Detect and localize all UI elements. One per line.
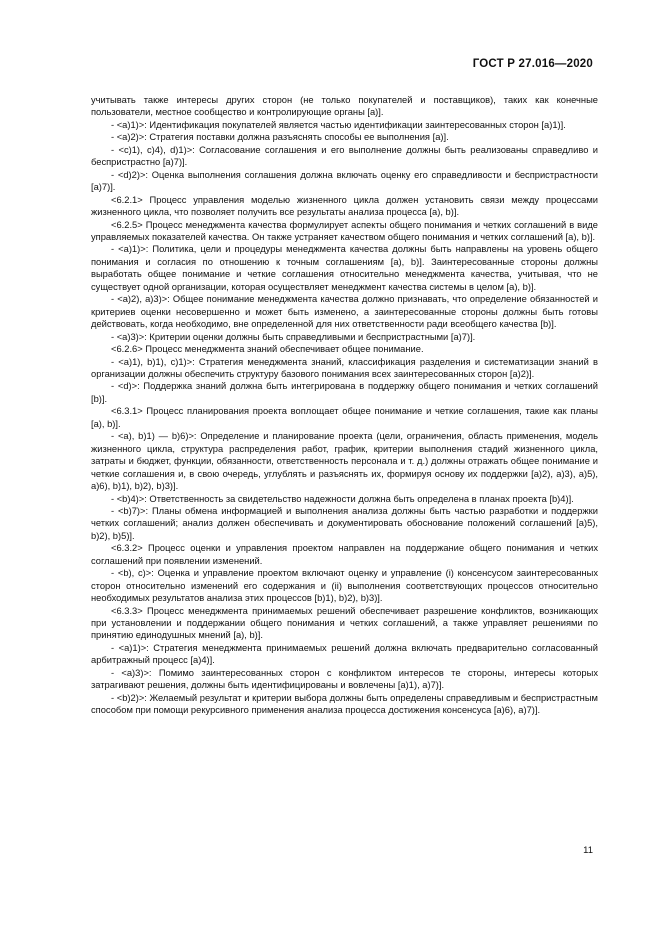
paragraph: - <a)2), a)3)>: Общее понимание менеджмента качества должно признавать, что определение обязанностей и критериев оценки несовершенно и может быть изменено, а заинтересованные стороны должны быть готовы действовать, когда необходимо, вне определенной для них ответственности ради всеобщего качества [b)]. — [91, 294, 598, 330]
paragraph: - <a)3)>: Критерии оценки должны быть справедливыми и беспристрастными [a)7)]. — [111, 331, 476, 342]
paragraph: - <c)1), c)4), d)1)>: Согласование соглашения и его выполнение должны быть реализованы справедливо и беспристрастно [a)7)]. — [91, 144, 598, 168]
paragraph: - <b)7)>: Планы обмена информацией и выполнения анализа должны быть частью разработки и поддержки четких соглашений; анализ должен обеспечивать и документировать обоснование положений соглашений [a)5), b)2), b)5)]. — [91, 505, 598, 541]
document-code-header: ГОСТ Р 27.016—2020 — [472, 58, 593, 70]
paragraph: - <a)2)>: Стратегия поставки должна разъяснять способы ее выполнения [a)]. — [111, 132, 449, 143]
page-number: 11 — [583, 845, 593, 856]
paragraph: <6.2.6> Процесс менеджмента знаний обеспечивает общее понимание. — [111, 344, 424, 355]
paragraph: - <d)2)>: Оценка выполнения соглашения должна включать оценку его справедливости и беспристрастности [a)7)]. — [91, 169, 598, 193]
paragraph: <6.3.2> Процесс оценки и управления проектом направлен на поддержание общего понимания и четких соглашений при появлении изменений. — [91, 543, 598, 566]
paragraph: - <b), c)>: Оценка и управление проектом включают оценку и управление (i) консенсусом заинтересованных сторон относительно изменений его содержания и (ii) выполнения соответствующих процессов относительно необходимых результатов анализа этих процессов [b)1), b)2), b)3)]. — [91, 568, 598, 604]
paragraph: - <a)1)>: Политика, цели и процедуры менеджмента качества должны быть направлены на уровень общего понимания и согласия по отношению к точным соглашениям [a), b)]. Заинтересованные стороны должны выработать общее понимание и четкие соглашения относительно менеджмента качества, учитывая, что не существует одной организации, которая осуществляет менеджмент качества системы в целом [a), b)]. — [91, 244, 598, 292]
paragraph: - <d)>: Поддержка знаний должна быть интегрирована в поддержку общего понимания и четких соглашений [b)]. — [91, 381, 598, 404]
paragraph: <6.2.5> Процесс менеджмента качества формулирует аспекты общего понимания и четких соглашений в виде управляемых показателей качества. Он также устраняет качеством общего понимания и четких соглашений [a), b)]. — [91, 219, 598, 242]
paragraph: <6.3.1> Процесс планирования проекта воплощает общее понимание и четкие соглашения, такие как планы [a), b)]. — [91, 406, 598, 429]
paragraph: учитывать также интересы других сторон (не только покупателей и поставщиков), таких как конечные пользователи, местное сообщество и контролирующие органы [a)]. — [91, 95, 598, 118]
paragraph: - <a), b)1) — b)6)>: Определение и планирование проекта (цели, ограничения, область применения, модель жизненного цикла, структура распределения работ, график, критерии выполнения стадий жизненного цикла, затраты и бюджет, функции, обязанности, ответственность персонала и т. д.) должны отражать общее понимание и четкие соглашения и, в свою очередь, углублять и разъяснять их, формируя основу их поддержки [a)2), a)3), a)5), a)6), b)1), b)2), b)3)]. — [91, 431, 598, 492]
paragraph: - <a)1), b)1), c)1)>: Стратегия менеджмента знаний, классификация разделения и систематизации знаний в организации должны обеспечить структуру базового понимания всех заинтересованных сторон [a)2)]. — [91, 356, 598, 379]
paragraph: - <a)1)>: Стратегия менеджмента принимаемых решений должна включать предварительно согласованный арбитражный процесс [a)4)]. — [91, 642, 598, 666]
paragraph: - <b)4)>: Ответственность за свидетельство надежности должна быть определена в планах проекта [b)4)]. — [111, 493, 574, 504]
paragraph: - <a)1)>: Идентификация покупателей является частью идентификации заинтересованных сторон [a)1)]. — [111, 119, 566, 130]
paragraph: <6.2.1> Процесс управления моделью жизненного цикла должен установить связи между процессами жизненного цикла, что позволяет получить все результаты анализа процесса [a), b)]. — [91, 194, 598, 218]
paragraph: <6.3.3> Процесс менеджмента принимаемых решений обеспечивает разрешение конфликтов, возникающих при установлении и поддержании общего понимания и четких соглашений, а также управляет решениями по принятию единодушных мнений [a), b)]. — [91, 605, 598, 641]
body-text — [91, 94, 598, 717]
paragraph: - <a)3)>: Помимо заинтересованных сторон с конфликтом интересов те стороны, интересы которых затрагивают решения, должны быть идентифицированы и вовлечены [a)1), a)7)]. — [91, 667, 598, 691]
paragraph: - <b)2)>: Желаемый результат и критерии выбора должны быть определены справедливым и беспристрастным способом при помощи рекурсивного применения анализа процесса достижения консенсуса [a)6), a)7)]. — [91, 692, 598, 716]
